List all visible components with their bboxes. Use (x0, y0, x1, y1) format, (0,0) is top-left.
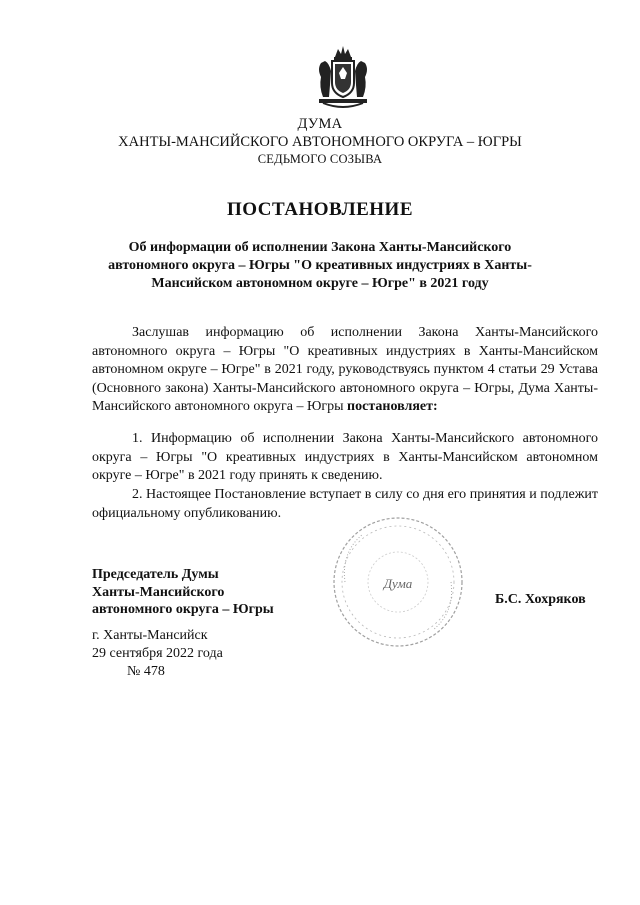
item-1-text: 1. Информацию об исполнении Закона Ханты-Мансийского автономного округа – Югры "О креативных индустриях в Ханты-Мансийском автономном округе – Югре" в 2021 году принять к сведению. (92, 431, 598, 483)
org-name-line2: ХАНТЫ-МАНСИЙСКОГО АВТОНОМНОГО ОКРУГА – ЮГРЫ (118, 134, 522, 150)
document-date: 29 сентября 2022 года (92, 646, 223, 661)
document-city: г. Ханты-Мансийск (92, 628, 208, 643)
signatory-name: Б.С. Хохряков (495, 592, 586, 607)
coat-of-arms-emblem (313, 43, 373, 113)
preamble-text: Заслушав информацию об исполнении Закона Ханты-Мансийского автономного округа – Югры "О креативных индустриях в Ханты-Мансийском автономном округе – Югре" в 2021 году, руководствуясь пунктом 4 статьи 29 Устава (Основного закона) Ханты-Мансийского автономного округа – Югры, Дума Ханты-Мансийского автономного округа – Югры (92, 325, 598, 414)
item-2-text: 2. Настоящее Постановление вступает в силу со дня его принятия и подлежит официальному опубликованию. (92, 487, 598, 521)
signatory-title-line2: Ханты-Мансийского (92, 584, 225, 600)
stamp-center-text: Дума (383, 576, 413, 591)
document-number: № 478 (127, 664, 165, 679)
preamble-paragraph (92, 324, 598, 417)
org-name-line3: СЕДЬМОГО СОЗЫВА (257, 152, 383, 166)
document-type-title: ПОСТАНОВЛЕНИЕ (226, 199, 414, 220)
resolution-item-1 (92, 430, 598, 486)
document-subject: Об информации об исполнении Закона Ханты-Мансийского автономного округа – Югры "О креативных индустриях в Ханты-Мансийском автономном округе – Югре" в 2021 году (108, 240, 532, 291)
org-name-line1: ДУМА (297, 116, 343, 132)
signatory-title-line3: автономного округа – Югры (92, 602, 274, 617)
signatory-title-line1: Председатель Думы (92, 567, 219, 582)
preamble-verb: постановляет: (347, 399, 438, 414)
signatory-title (92, 566, 274, 619)
document-place-date (92, 627, 223, 681)
official-seal-stamp (323, 512, 473, 652)
